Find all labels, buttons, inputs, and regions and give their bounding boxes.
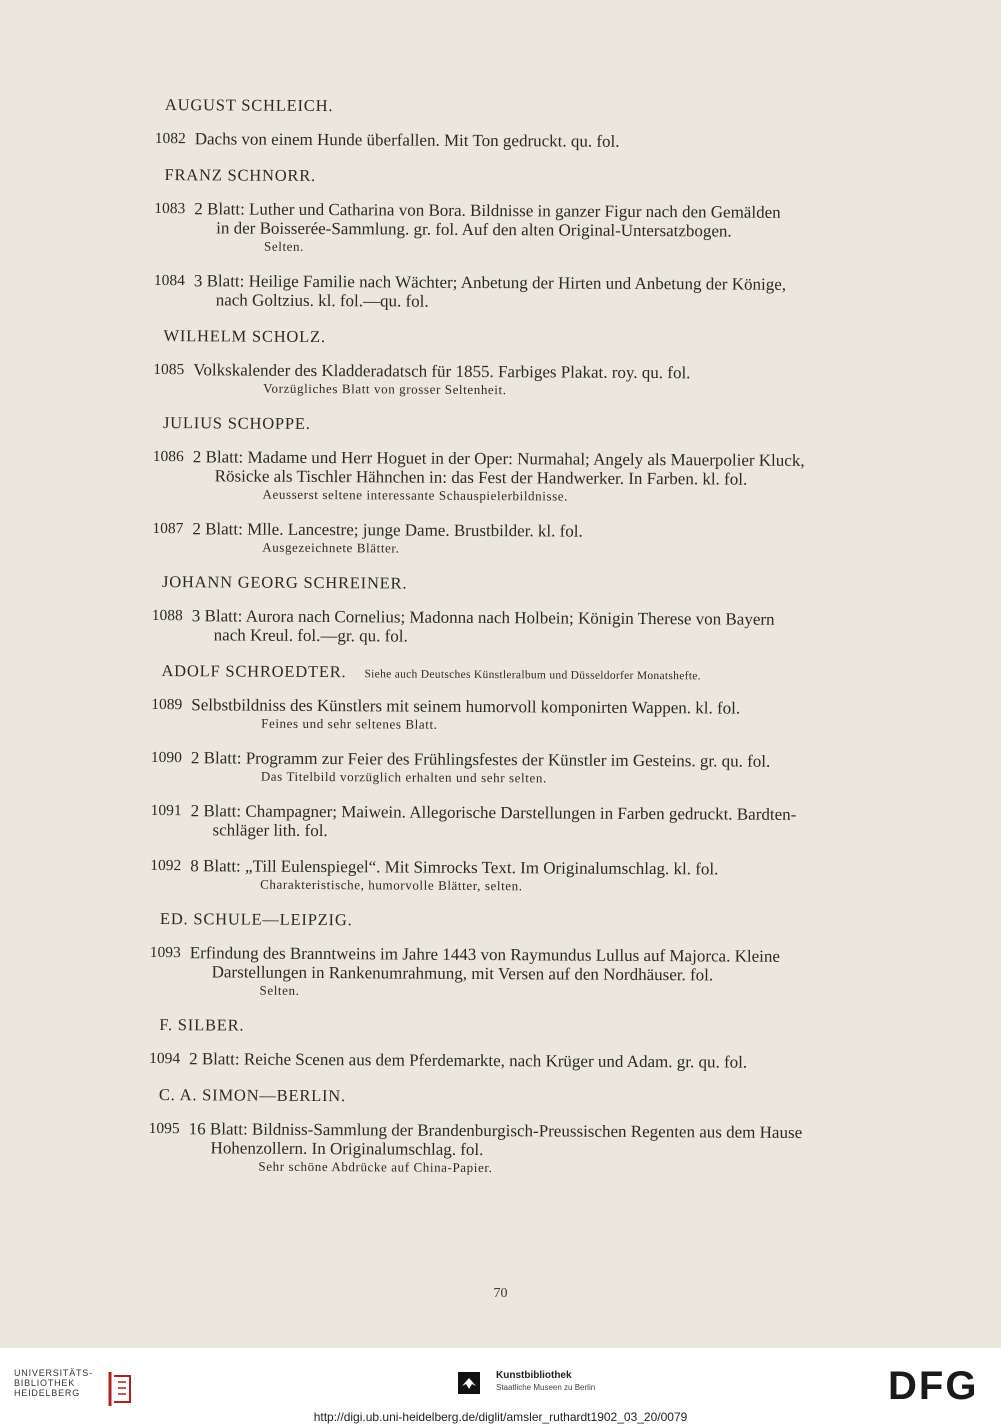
page-number: 70 xyxy=(493,1286,508,1301)
catalog-entry xyxy=(154,199,969,259)
artist-section xyxy=(152,413,968,560)
entry-number: 1089 xyxy=(151,695,183,714)
entry-continuation: nach Kreul. fol.—gr. qu. fol. xyxy=(213,625,408,646)
artist-heading-row xyxy=(161,661,966,686)
entry-note: Aeusserst seltene interessante Schauspielerbildnisse. xyxy=(262,486,569,504)
catalog-entry xyxy=(152,606,967,649)
entry-note: Charakteristische, humorvolle Blätter, selten. xyxy=(260,876,523,894)
entry-text: 2 Blatt: Programm zur Feier des Frühlingsfestes der Künstler im Gesteins. gr. qu. fol. xyxy=(190,748,771,771)
entry-number: 1087 xyxy=(152,519,184,538)
entry-number: 1084 xyxy=(153,271,185,290)
university-line: HEIDELBERG xyxy=(14,1388,81,1398)
entry-text: 3 Blatt: Aurora nach Cornelius; Madonna nach Holbein; Königin Therese von Bayern xyxy=(191,606,775,629)
artist-section xyxy=(150,661,966,897)
footer-bar xyxy=(0,1348,1001,1428)
entry-text: Erfindung des Branntweins im Jahre 1443 von Raymundus Lullus auf Majorca. Kleine xyxy=(189,943,780,966)
artist-section xyxy=(154,165,970,314)
entry-text: Selbstbildniss des Künstlers mit seinem humorvoll komponirten Wappen. kl. fol. xyxy=(191,695,741,718)
artist-heading: FRANZ SCHNORR. xyxy=(164,165,317,185)
catalog-entry xyxy=(149,943,964,1003)
catalog-entry xyxy=(154,271,969,314)
entry-number: 1092 xyxy=(150,856,182,875)
artist-heading: JOHANN GEORG SCHREINER. xyxy=(161,572,408,593)
entry-text: 2 Blatt: Reiche Scenen aus dem Pferdemarkte, nach Krüger und Adam. gr. qu. fol. xyxy=(189,1049,748,1072)
catalog-entry xyxy=(153,360,968,401)
entry-note: Das Titelbild vorzüglich erhalten und sehr selten. xyxy=(260,768,547,786)
catalog-entry xyxy=(150,801,965,844)
entry-text: 16 Blatt: Bildniss-Sammlung der Brandenburgisch-Preussischen Regenten aus dem Hause xyxy=(188,1119,803,1142)
catalog-entry xyxy=(153,447,968,507)
entry-text: 2 Blatt: Madame und Herr Hoguet in der Oper: Nurmahal; Angely als Mauerpolier Kluck, xyxy=(192,447,805,470)
catalog-entry xyxy=(155,129,970,153)
artist-inline-note: Siehe auch Deutsches Künstleralbum und Düsseldorfer Monatshefte. xyxy=(364,668,701,683)
kunstbibliothek-subtitle: Staatliche Museen zu Berlin xyxy=(496,1383,596,1392)
entry-number: 1086 xyxy=(152,447,184,466)
entry-number: 1090 xyxy=(150,748,183,767)
entry-continuation: nach Goltzius. kl. fol.—qu. fol. xyxy=(215,290,429,311)
catalog-entry xyxy=(150,856,965,897)
entry-number: 1083 xyxy=(154,199,186,218)
entry-number: 1094 xyxy=(149,1049,181,1068)
artist-section xyxy=(153,326,968,401)
catalog-page xyxy=(148,95,970,1196)
artist-section xyxy=(155,95,970,153)
entry-note: Selten. xyxy=(259,982,300,998)
artist-section xyxy=(149,1015,964,1073)
entry-number: 1095 xyxy=(148,1119,180,1138)
kunstbibliothek-title: Kunstbibliothek xyxy=(496,1370,572,1381)
entry-number: 1088 xyxy=(151,606,183,625)
entry-text: 2 Blatt: Champagner; Maiwein. Allegorische Darstellungen in Farben gedruckt. Bardten- xyxy=(190,801,797,824)
catalog-entry xyxy=(151,748,966,789)
artist-heading: AUGUST SCHLEICH. xyxy=(164,95,334,116)
university-line: UNIVERSITÄTS- xyxy=(14,1368,93,1378)
catalog-entry xyxy=(151,695,966,736)
artist-heading: F. SILBER. xyxy=(159,1015,245,1035)
artist-section xyxy=(148,1085,964,1179)
artist-heading: WILHELM SCHOLZ. xyxy=(163,326,326,347)
entry-number: 1082 xyxy=(154,129,186,148)
artist-heading: ADOLF SCHROEDTER. xyxy=(161,661,347,682)
university-library-logo[interactable] xyxy=(14,1368,93,1398)
entry-continuation: Hohenzollern. In Originalumschlag. fol. xyxy=(210,1138,484,1160)
entry-text: Volkskalender des Kladderadatsch für 1855. Farbiges Plakat. roy. qu. fol. xyxy=(193,360,691,383)
university-line: BIBLIOTHEK xyxy=(14,1378,76,1388)
university-library-name xyxy=(14,1368,93,1398)
catalog-entry xyxy=(152,519,967,560)
entry-continuation: in der Boisserée-Sammlung. gr. fol. Auf den alten Original-Untersatzbogen. xyxy=(216,218,732,241)
entry-number: 1085 xyxy=(153,360,185,379)
entry-note: Selten. xyxy=(264,238,305,254)
dfg-logo[interactable]: DFG xyxy=(888,1364,979,1408)
entry-continuation: Darstellungen in Rankenumrahmung, mit Versen auf den Nordhäuser. fol. xyxy=(211,962,714,985)
entry-continuation: schläger lith. fol. xyxy=(212,820,328,841)
catalog-entry xyxy=(149,1049,964,1073)
university-emblem-icon xyxy=(104,1368,136,1408)
permalink-url[interactable]: http://digi.ub.uni-heidelberg.de/diglit/amsler_ruthardt1902_03_20/0079 xyxy=(313,1410,688,1424)
entry-note: Vorzügliches Blatt von grosser Seltenheit. xyxy=(263,380,507,398)
entry-text: 2 Blatt: Luther und Catharina von Bora. Bildnisse in ganzer Figur nach den Gemälden xyxy=(194,199,781,222)
entry-text: 8 Blatt: „Till Eulenspiegel“. Mit Simrocks Text. Im Originalumschlag. kl. fol. xyxy=(190,856,719,879)
entry-text: 3 Blatt: Heilige Familie nach Wächter; Anbetung der Hirten und Anbetung der Könige, xyxy=(193,271,787,294)
entry-note: Feines und sehr seltenes Blatt. xyxy=(261,715,438,732)
catalog-entry xyxy=(148,1119,963,1179)
artist-section xyxy=(152,572,967,649)
artist-heading: JULIUS SCHOPPE. xyxy=(162,413,311,433)
artist-heading: ED. SCHULE—LEIPZIG. xyxy=(159,909,353,930)
entry-continuation: Rösicke als Tischler Hähnchen in: das Fest der Handwerker. In Farben. kl. fol. xyxy=(214,466,748,489)
entry-text: Dachs von einem Hunde überfallen. Mit Ton gedruckt. qu. fol. xyxy=(194,129,620,151)
entry-number: 1093 xyxy=(149,943,181,962)
entry-text: 2 Blatt: Mlle. Lancestre; junge Dame. Brustbilder. kl. fol. xyxy=(192,519,583,541)
artist-section xyxy=(149,909,965,1003)
entry-number: 1091 xyxy=(150,801,182,820)
eagle-icon xyxy=(458,1372,480,1394)
entry-note: Ausgezeichnete Blätter. xyxy=(262,539,400,556)
entry-note: Sehr schöne Abdrücke auf China-Papier. xyxy=(258,1158,493,1176)
artist-heading: C. A. SIMON—BERLIN. xyxy=(158,1085,347,1106)
